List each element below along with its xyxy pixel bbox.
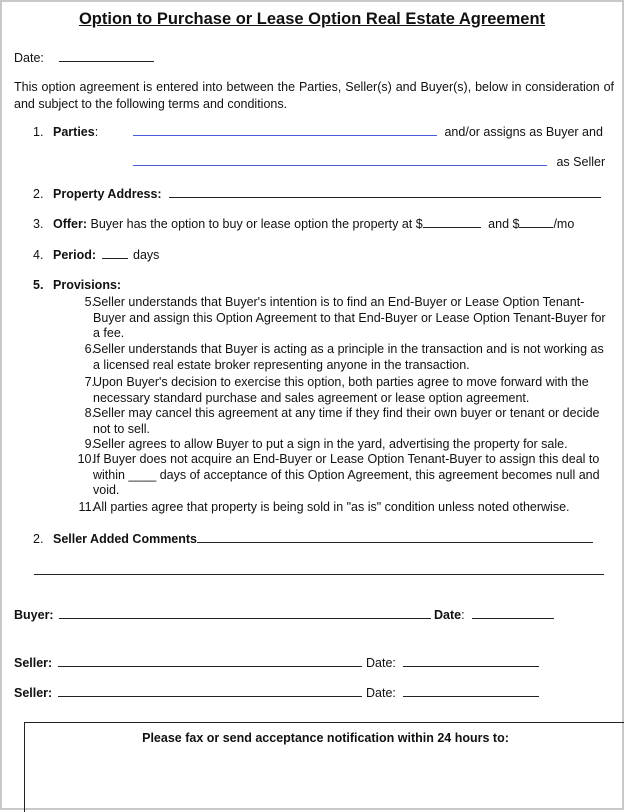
provision-text: Seller may cancel this agreement at any time if they find their own buyer or tenant or decide not to sell. — [93, 406, 600, 436]
date-row — [14, 51, 154, 65]
seller-signature-row — [14, 686, 362, 700]
provision-text-a: If Buyer does not acquire an End-Buyer or Lease Option Tenant-Buyer to assign this deal to within — [93, 452, 600, 482]
item-period-number: 4. — [33, 248, 44, 262]
item-parties-label-wrap — [53, 125, 98, 139]
provision-number: 9. — [84, 437, 95, 451]
provision-number: 11. — [78, 500, 95, 514]
item-provisions-number: 5. — [33, 278, 44, 292]
seller-signature-blank[interactable] — [58, 696, 362, 697]
comments-blank-1[interactable] — [197, 542, 593, 543]
provision-text — [93, 452, 613, 499]
item-parties-colon: : — [94, 125, 99, 139]
offer-row — [53, 217, 574, 231]
seller-date-row — [366, 656, 539, 670]
provision-text: Seller understands that Buyer is acting as a principle in the transaction and is not working as a licensed real estate broker representing anyone in the transaction. — [93, 342, 604, 372]
provision-text: Seller agrees to allow Buyer to put a sign in the yard, advertising the property for sale. — [93, 437, 568, 451]
seller-date-label: Date: — [366, 686, 396, 700]
seller-signature-row — [14, 656, 362, 670]
provision-number: 10. — [77, 452, 95, 466]
offer-price-blank[interactable] — [423, 227, 481, 228]
item-property-number: 2. — [33, 187, 44, 201]
document-title: Option to Purchase or Lease Option Real Estate Agreement — [78, 10, 546, 28]
buyer-date-label: Date — [434, 608, 462, 622]
property-row — [53, 187, 601, 201]
seller-label: Seller: — [14, 686, 53, 700]
buyer-party-blank[interactable] — [133, 135, 437, 136]
buyer-date-blank[interactable] — [472, 618, 554, 619]
item-parties-label: Parties — [53, 125, 95, 139]
period-label: Period: — [53, 248, 97, 262]
offer-text-b: and $ — [488, 217, 520, 231]
seller-party-suffix: as Seller — [556, 155, 606, 169]
item-offer-number: 3. — [33, 217, 44, 231]
offer-text-c: /mo — [553, 217, 575, 231]
buyer-signature-blank[interactable] — [59, 618, 431, 619]
provision-days-blank[interactable]: ____ — [128, 467, 157, 482]
provision-text-b: days of acceptance of this Option Agreement, this agreement becomes null and void. — [93, 467, 600, 497]
seller-date-label: Date: — [366, 656, 396, 670]
seller-party-blank[interactable] — [133, 165, 547, 166]
seller-label: Seller: — [14, 656, 53, 670]
seller-date-row — [366, 686, 539, 700]
buyer-date-colon: : — [461, 608, 465, 622]
comments-line-2-row — [34, 564, 604, 578]
comments-row — [53, 532, 593, 546]
seller-date-blank[interactable] — [403, 696, 539, 697]
date-label: Date: — [14, 51, 44, 65]
seller-signature-blank[interactable] — [58, 666, 362, 667]
property-label: Property Address: — [53, 187, 162, 201]
offer-text-a: Buyer has the option to buy or lease option the property at $ — [90, 217, 423, 231]
acceptance-notice-text: Please fax or send acceptance notification within 24 hours to: — [142, 731, 509, 745]
buyer-party-suffix: and/or assigns as Buyer and — [444, 125, 603, 139]
provisions-label: Provisions: — [53, 278, 122, 292]
item-parties-number: 1. — [33, 125, 44, 139]
seller-date-blank[interactable] — [403, 666, 539, 667]
period-unit: days — [133, 248, 160, 262]
comments-label: Seller Added Comments — [53, 532, 198, 546]
buyer-date-row — [434, 608, 554, 622]
provision-number: 8. — [84, 406, 95, 420]
provision-text: Upon Buyer's decision to exercise this option, both parties agree to move forward with the necessary standard purchase and sales agreement or lease option agreement. — [93, 375, 589, 405]
period-row — [53, 248, 159, 262]
acceptance-notice-box — [24, 722, 624, 812]
buyer-party-row — [133, 125, 603, 139]
buyer-signature-row — [14, 608, 431, 622]
provision-number: 7. — [84, 375, 95, 389]
offer-label: Offer: — [53, 217, 88, 231]
intro-paragraph: This option agreement is entered into between the Parties, Seller(s) and Buyer(s), below in consideration of and subject to the following terms and conditions. — [14, 80, 614, 111]
comments-number: 2. — [33, 532, 44, 546]
provision-text: All parties agree that property is being sold in "as is" condition unless noted otherwise. — [93, 500, 570, 514]
period-days-blank[interactable] — [102, 258, 128, 259]
comments-blank-2[interactable] — [34, 574, 604, 575]
provision-text: Seller understands that Buyer's intention is to find an End-Buyer or Lease Option Tenant-Buyer and assign this Option Agreement to that End-Buyer or Lease Option Tenant-Buyer for a fee. — [93, 295, 606, 340]
seller-party-row — [133, 155, 605, 169]
property-address-blank[interactable] — [169, 197, 601, 198]
buyer-label: Buyer: — [14, 608, 54, 622]
offer-monthly-blank[interactable] — [519, 227, 553, 228]
provision-number: 6. — [84, 342, 95, 356]
date-blank[interactable] — [59, 61, 154, 62]
provision-number: 5. — [84, 295, 95, 309]
